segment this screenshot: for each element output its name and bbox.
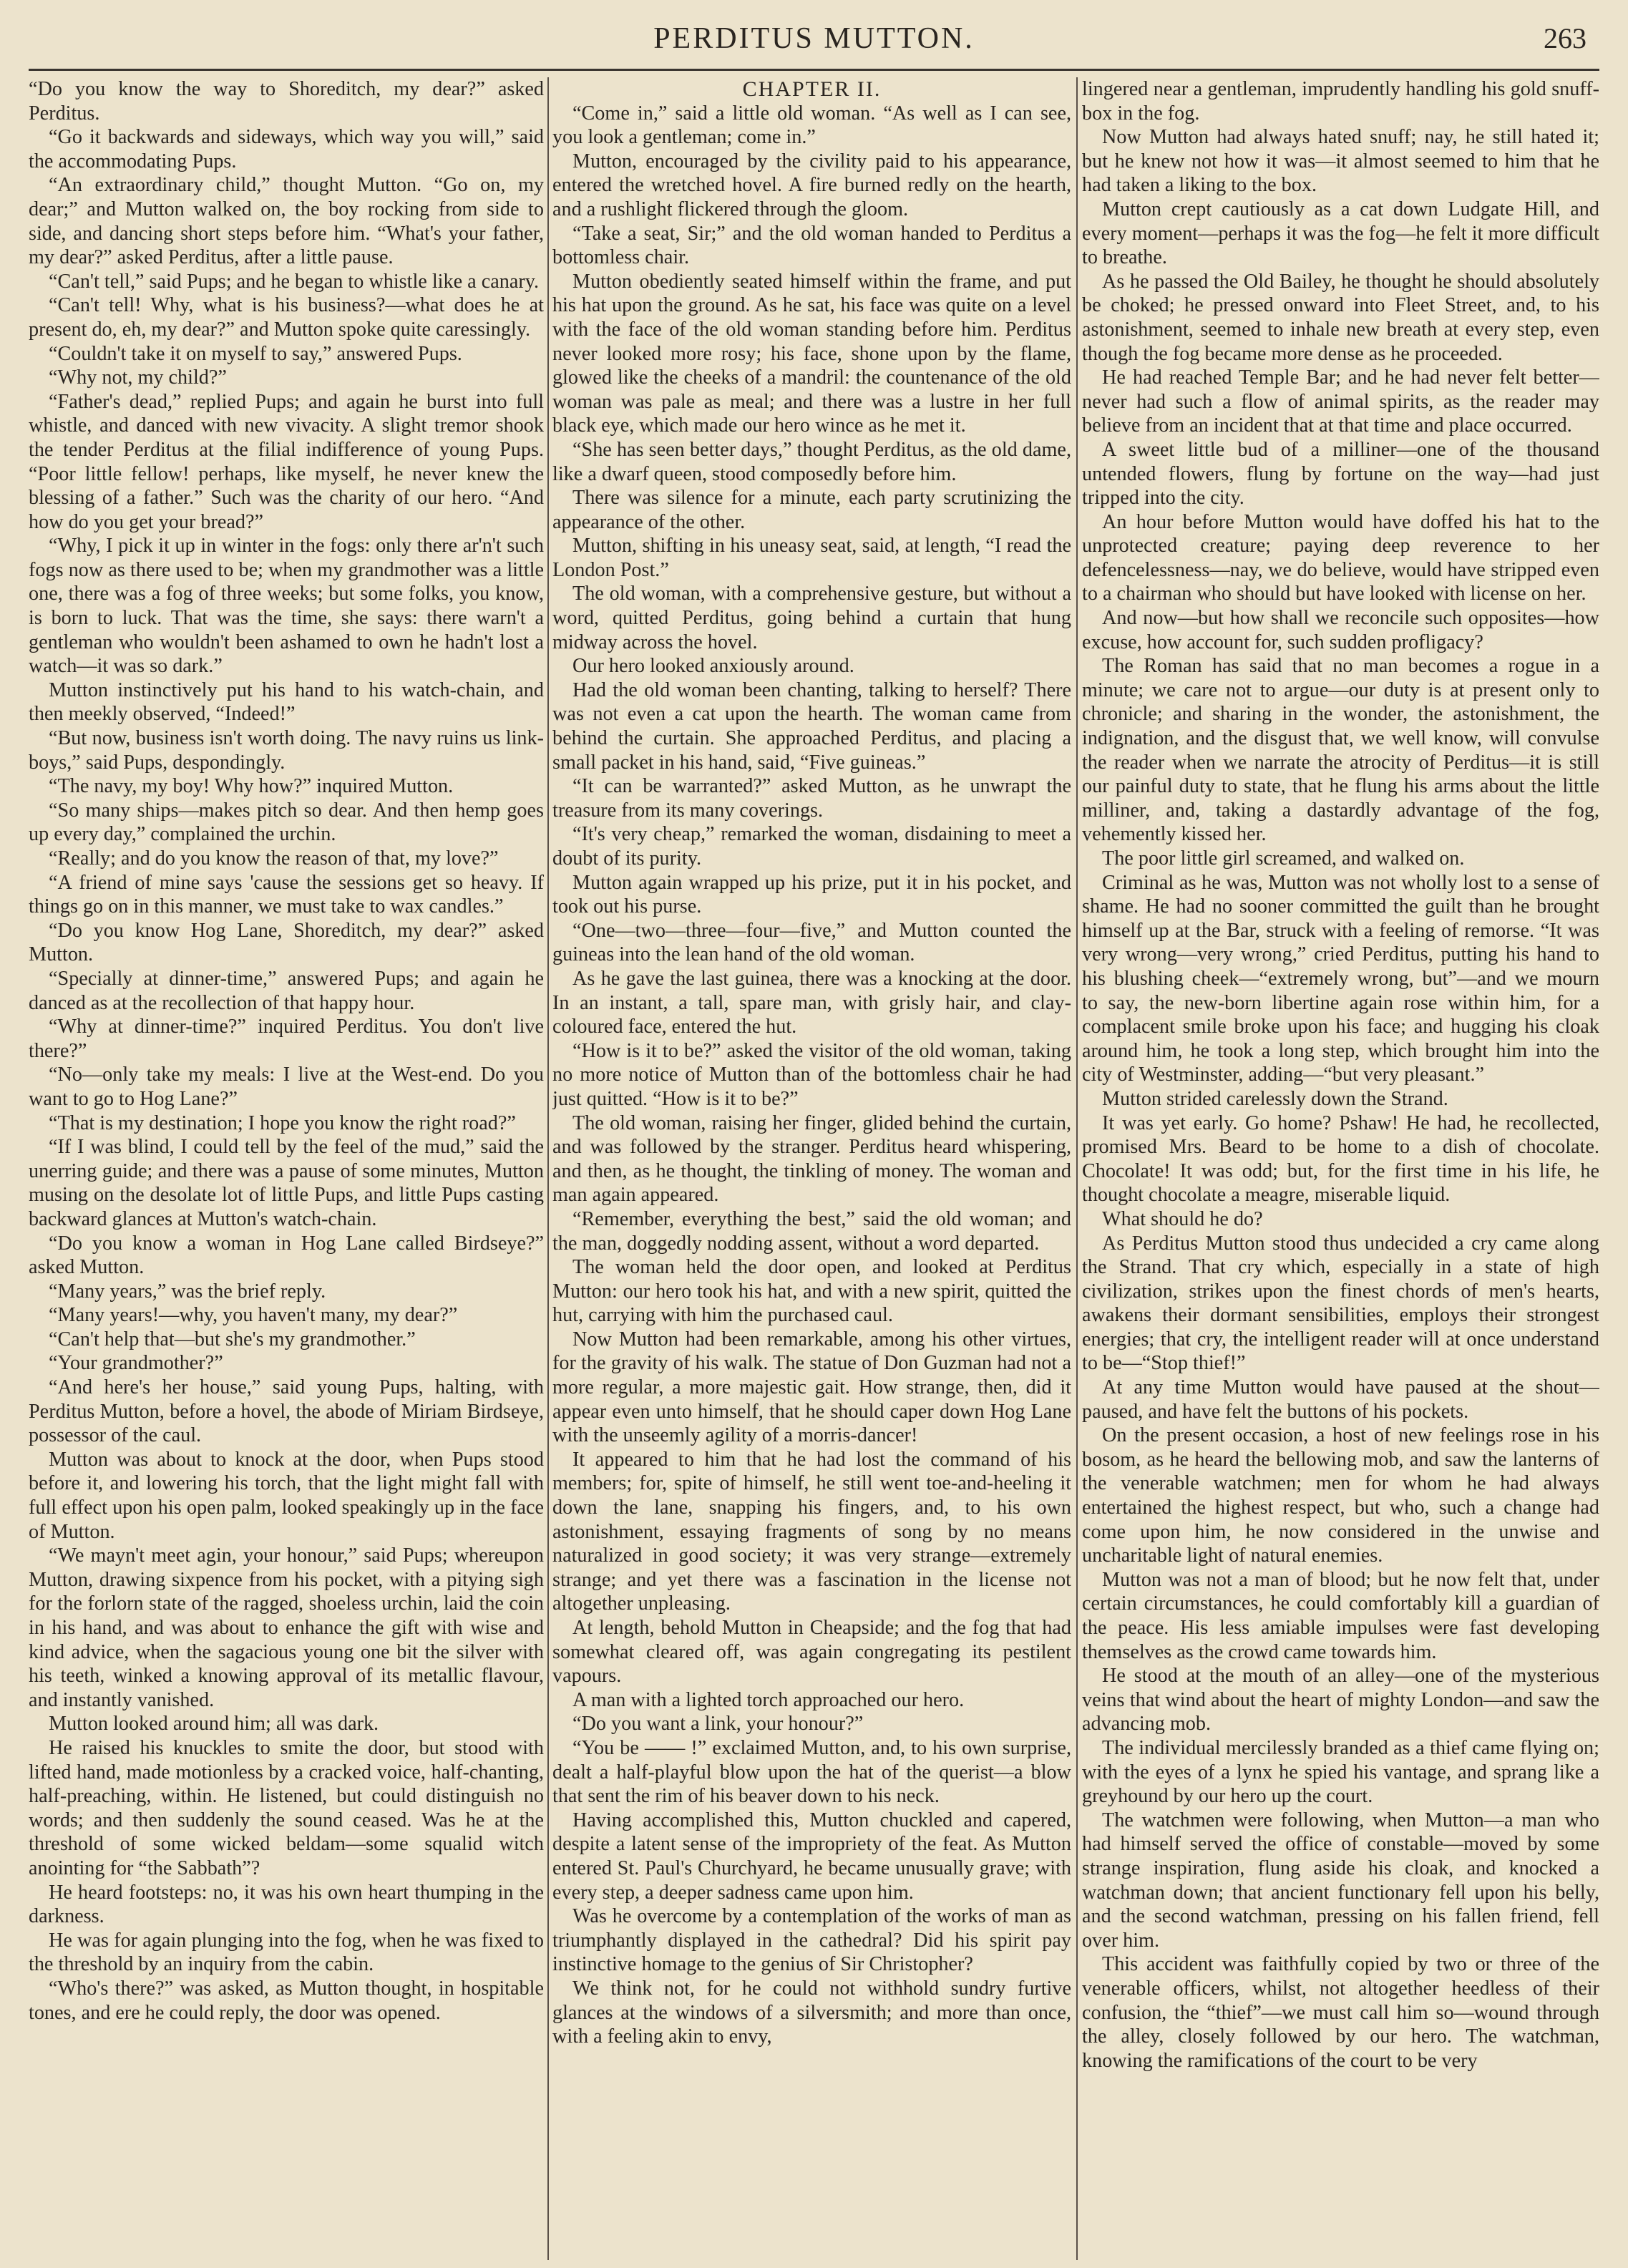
paragraph: Mutton, encouraged by the civility paid to his appearance, entered the wretched hovel. A fire burned redly on the hearth, and a rushlight flickered through the gloom. [552, 150, 1071, 220]
paragraph: Had the old woman been chanting, talking to herself? There was not even a cat upon the hearth. The woman came from behind the curtain. She approached Perditus, and placing a small packet in his hand, said, “Five guineas.” [552, 678, 1071, 774]
paragraph: A man with a lighted torch approached our hero. [572, 1688, 965, 1711]
paragraph: The old woman, with a comprehensive gesture, but without a word, quitted Perditus, going behind a curtain that hung midway across the hovel. [552, 583, 1071, 653]
paragraph: “She has seen better days,” thought Perditus, as the old dame, like a dwarf queen, stood composedly before him. [552, 438, 1071, 485]
paragraph: “No—only take my meals: I live at the West-end. Do you want to go to Hog Lane?” [29, 1064, 544, 1110]
column-rule-right [1076, 77, 1078, 2260]
paragraph: “Father's dead,” replied Pups; and again he burst into full whistle, and danced with new vivacity. A slight tremor shook the tender Perditus at the filial indifference of young Pups. “Poor little fellow! perhaps, like myself, he never knew the blessing of a father.” Such was the charity of our hero. “And how do you get your bread?” [29, 390, 544, 533]
paragraph: Now Mutton had always hated snuff; nay, he still hated it; but he knew not how it was—it almost seemed to him that he had taken a liking to the box. [1082, 126, 1599, 197]
paragraph: And now—but how shall we reconcile such opposites—how excuse, how account for, such sudden profligacy? [1082, 607, 1599, 653]
paragraph: At any time Mutton would have paused at the shout—paused, and have felt the buttons of his pockets. [1082, 1376, 1599, 1423]
running-title: PERDITUS MUTTON. [653, 22, 975, 55]
paragraph: “Come in,” said a little old woman. “As well as I can see, you look a gentleman; come in.” [552, 102, 1071, 149]
paragraph: “Can't help that—but she's my grandmother.” [49, 1328, 416, 1350]
paragraph: “If I was blind, I could tell by the feel of the mud,” said the unerring guide; and there was a pause of some minutes, Mutton musing on the desolate lot of little Pups, and little Pups casting backward glances at Mutton's watch-chain. [29, 1136, 544, 1230]
paragraph: “That is my destination; I hope you know the right road?” [49, 1111, 516, 1134]
paragraph: Mutton crept cautiously as a cat down Ludgate Hill, and every moment—perhaps it was the fog—he felt it more difficult to breathe. [1082, 198, 1599, 269]
paragraph: A sweet little bud of a milliner—one of the thousand untended flowers, flung by fortune on the way—had just tripped into the city. [1082, 438, 1599, 510]
paragraph: “Go it backwards and sideways, which way you will,” said the accommodating Pups. [29, 126, 544, 172]
paragraph: On the present occasion, a host of new feelings rose in his bosom, as he heard the bellowing mob, and saw the lanterns of the venerable watchmen; men for whom he had always entertained the highest respect, but who, such a change had come upon him, he now considered in the unwise and uncharitable light of natural enemies. [1082, 1424, 1599, 1567]
paragraph: The old woman, raising her finger, glided behind the curtain, and was followed by the stranger. Perditus heard whispering, and then, as he thought, the tinkling of money. The woman and man again appeared. [552, 1111, 1071, 1207]
paragraph: Our hero looked anxiously around. [572, 655, 854, 678]
paragraph: Criminal as he was, Mutton was not wholly lost to a sense of shame. He had no sooner committed the guilt than he brought himself up at the Bar, struck with a feeling of remorse. “It was very wrong—very wrong,” cried Perditus, putting his hand to his blushing cheek—“extremely wrong, but”—and we mourn to say, the new-born libertine again rose within him, for a complacent smile broke upon his face; and hugging his cloak around him, he took a long step, which brought him into the city of Westminster, adding—“but very pleasant.” [1082, 871, 1599, 1086]
paragraph: What should he do? [1102, 1207, 1263, 1230]
column-right [1082, 77, 1599, 2260]
paragraph: It was yet early. Go home? Pshaw! He had, he recollected, promised Mrs. Beard to be home to a dish of chocolate. Chocolate! It was odd; but, for the first time in his life, he thought chocolate a meagre, miserable liquid. [1082, 1111, 1599, 1207]
paragraph: Mutton was about to knock at the door, when Pups stood before it, and lowering his torch, that the light might fall with full effect upon his open palm, looked speakingly up in the face of Mutton. [29, 1448, 544, 1543]
paragraph: “But now, business isn't worth doing. The navy ruins us link-boys,” said Pups, despondingly. [29, 727, 544, 774]
paragraph: “Why at dinner-time?” inquired Perditus. You don't live there?” [29, 1016, 544, 1062]
paragraph: The Roman has said that no man becomes a rogue in a minute; we care not to argue—our duty is at present only to chronicle; and sharing in the wonder, the astonishment, the indignation, and the disgust that, we well know, will convulse the reader when we narrate the atrocity of Perditus—it is still our painful duty to state, that he flung his arms about the little milliner, and, taking a dastardly advantage of the fog, vehemently kissed her. [1082, 655, 1599, 846]
paragraph: “Specially at dinner-time,” answered Pups; and again he danced as at the recollection of that happy hour. [29, 967, 544, 1014]
paragraph: “Why not, my child?” [49, 366, 227, 389]
paragraph: He had reached Temple Bar; and he had never felt better—never had such a flow of animal spirits, as the reader may believe from an incident that at that time and place occurred. [1082, 366, 1599, 437]
column-middle [552, 77, 1071, 2260]
paragraph: Mutton again wrapped up his prize, put it in his pocket, and took out his purse. [552, 871, 1071, 918]
paragraph: “And here's her house,” said young Pups, halting, with Perditus Mutton, before a hovel, the abode of Miriam Birdseye, possessor of the caul. [29, 1376, 544, 1447]
column-left [29, 77, 544, 2260]
paragraph: Mutton looked around him; all was dark. [49, 1713, 379, 1736]
paragraph: Mutton strided carelessly down the Strand. [1102, 1087, 1448, 1110]
paragraph: “The navy, my boy! Why how?” inquired Mutton. [49, 775, 454, 798]
running-header [29, 19, 1599, 71]
paragraph: “Can't tell,” said Pups; and he began to whistle like a canary. [49, 270, 540, 293]
paragraph: Was he overcome by a contemplation of the works of man as triumphantly displayed in the cathedral? Did his spirit pay instinctive homage to the genius of Sir Christopher? [552, 1905, 1071, 1976]
paragraph: “Do you want a link, your honour?” [572, 1713, 864, 1736]
paragraph: “Your grandmother?” [49, 1352, 223, 1375]
paragraph: “Really; and do you know the reason of that, my love?” [49, 847, 499, 870]
paragraph: At length, behold Mutton in Cheapside; and the fog that had somewhat cleared off, was again congregating its pestilent vapours. [552, 1617, 1071, 1688]
chapter-heading: CHAPTER II. [742, 77, 882, 101]
paragraph: “An extraordinary child,” thought Mutton. “Go on, my dear;” and Mutton walked on, the boy rocking from side to side, and dancing short steps before him. “What's your father, my dear?” asked Perditus, after a little pause. [29, 174, 544, 269]
paragraph: “Take a seat, Sir;” and the old woman handed to Perditus a bottomless chair. [552, 222, 1071, 269]
paragraph: “You be —— !” exclaimed Mutton, and, to his own surprise, dealt a half-playful blow upon the hat of the querist—a blow that sent the rim of his beaver down to his neck. [552, 1736, 1071, 1808]
paragraph: He was for again plunging into the fog, when he was fixed to the threshold by an inquiry from the cabin. [29, 1929, 544, 1976]
paragraph: He stood at the mouth of an alley—one of the mysterious veins that wind about the heart of mighty London—and saw the advancing mob. [1082, 1665, 1599, 1736]
paragraph: “How is it to be?” asked the visitor of the old woman, taking no more notice of Mutton than of the bottomless chair he had just quitted. “How is it to be?” [552, 1039, 1071, 1110]
paragraph: He raised his knuckles to smite the door, but stood with lifted hand, made motionless by a cracked voice, half-chanting, half-preaching, within. He listened, but could distinguish no words; and then suddenly the sound ceased. Was he at the threshold of some wicked beldam—some squalid witch anointing for “the Sabbath”? [29, 1736, 544, 1879]
paragraph: “So many ships—makes pitch so dear. And then hemp goes up every day,” complained the urchin. [29, 799, 544, 846]
paragraph: Mutton, shifting in his uneasy seat, said, at length, “I read the London Post.” [552, 535, 1071, 581]
paragraph: “Many years!—why, you haven't many, my dear?” [49, 1304, 458, 1327]
page-number: 263 [1544, 22, 1586, 54]
paragraph: “It's very cheap,” remarked the woman, disdaining to meet a doubt of its purity. [552, 823, 1071, 870]
paragraph: The watchmen were following, when Mutton—a man who had himself served the office of constable—moved by some strange inspiration, flung aside his cloak, and knocked a watchman down; that ancient functionary fell upon his belly, and the second watchman, pressing on his fallen friend, fell over him. [1082, 1809, 1599, 1952]
paragraph: Mutton was not a man of blood; but he now felt that, under certain circumstances, he could comfortably kill a guardian of the peace. His less amiable impulses were fast developing themselves as the crowd came towards him. [1082, 1568, 1599, 1663]
paragraph: Mutton obediently seated himself within the frame, and put his hat upon the ground. As he sat, his face was quite on a level with the face of the old woman standing before him. Perditus never looked more rosy; his face, shone upon by the flame, glowed like the cheeks of a mandril: the countenance of the old woman was pale as meal; and there was a lustre in her full black eye, which made our hero wince as he met it. [552, 270, 1071, 437]
paragraph: Now Mutton had been remarkable, among his other virtues, for the gravity of his walk. The statue of Don Guzman had not a more regular, a more majestic gait. How strange, then, did it appear even unto himself, that he should caper down Hog Lane with the unseemly agility of a morris-dancer! [552, 1328, 1071, 1447]
paragraph: It appeared to him that he had lost the command of his members; for, spite of himself, he still went toe-and-heeling it down the lane, snapping his fingers, and, to his own astonishment, essaying fragments of song by no means naturalized in good society; it was very strange—extremely strange; and yet there was a fascination in the license not altogether unpleasing. [552, 1448, 1071, 1615]
paragraph: The individual mercilessly branded as a thief came flying on; with the eyes of a lynx he spied his vantage, and sprang like a greyhound by our hero up the court. [1082, 1736, 1599, 1808]
paragraph: “Who's there?” was asked, as Mutton thought, in hospitable tones, and ere he could reply, the door was opened. [29, 1977, 544, 2024]
paragraph: “Can't tell! Why, what is his business?—what does he at present do, eh, my dear?” and Mutton spoke quite caressingly. [29, 294, 544, 341]
paragraph: “Do you know the way to Shoreditch, my dear?” asked Perditus. [29, 78, 544, 125]
paragraph: “Many years,” was the brief reply. [49, 1280, 326, 1303]
paragraph: Having accomplished this, Mutton chuckled and capered, despite a latent sense of the impropriety of the feat. As Mutton entered St. Paul's Churchyard, he became unusually grave; with every step, a deeper sadness came upon him. [552, 1809, 1071, 1904]
paragraph: “Couldn't take it on myself to say,” answered Pups. [49, 342, 462, 365]
paragraph: “Do you know Hog Lane, Shoreditch, my dear?” asked Mutton. [29, 919, 544, 966]
paragraph: This accident was faithfully copied by two or three of the venerable officers, whilst, not altogether heedless of their confusion, the “thief”—we must call him so—wound through the alley, closely followed by our hero. The watchman, knowing the ramifications of the court to be very [1082, 1953, 1599, 2072]
paragraph: As he gave the last guinea, there was a knocking at the door. In an instant, a tall, spare man, with grisly hair, and clay-coloured face, entered the hut. [552, 967, 1071, 1038]
paragraph: lingered near a gentleman, imprudently handling his gold snuff-box in the fog. [1082, 78, 1599, 125]
column-rule-left [547, 77, 549, 2260]
paragraph: “A friend of mine says 'cause the sessions get so heavy. If things go on in this manner, we must take to wax candles.” [29, 871, 544, 918]
paragraph: As Perditus Mutton stood thus undecided a cry came along the Strand. That cry which, especially in a state of high civilization, strikes upon the finest chords of men's hearts, awakens their dormant sensibilities, employs their strongest energies; that cry, the intelligent reader will at once understand to be—“Stop thief!” [1082, 1232, 1599, 1375]
paragraph: “Remember, everything the best,” said the old woman; and the man, doggedly nodding assent, without a word departed. [552, 1207, 1071, 1255]
paragraph: There was silence for a minute, each party scrutinizing the appearance of the other. [552, 487, 1071, 533]
paragraph: “One—two—three—four—five,” and Mutton counted the guineas into the lean hand of the old woman. [552, 919, 1071, 966]
paragraph: “We mayn't meet agin, your honour,” said Pups; whereupon Mutton, drawing sixpence from his pocket, with a pitying sigh for the forlorn state of the ragged, shoeless urchin, laid the coin in his hand, and was about to enhance the gift with wise and kind advice, when the sagacious young one bit the silver with his teeth, winked a knowing approval of its metallic flavour, and instantly vanished. [29, 1544, 544, 1711]
paragraph: An hour before Mutton would have doffed his hat to the unprotected creature; paying deep reverence to her defencelessness—nay, we do believe, would have stripped even to a chairman who should but have looked with license on her. [1082, 510, 1599, 605]
paragraph: The poor little girl screamed, and walked on. [1102, 847, 1465, 870]
paragraph: He heard footsteps: no, it was his own heart thumping in the darkness. [29, 1881, 544, 1928]
paragraph: “It can be warranted?” asked Mutton, as he unwrapt the treasure from its many coverings. [552, 775, 1071, 822]
paragraph: As he passed the Old Bailey, he thought he should absolutely be choked; he pressed onward into Fleet Street, and, to his astonishment, seemed to inhale new breath at every step, even though the fog became more dense as he proceeded. [1082, 270, 1599, 365]
paragraph: “Why, I pick it up in winter in the fogs: only there ar'n't such fogs now as there used to be; when my grandmother was a little one, there was a fog of three weeks; but some folks, you know, is born to luck. That was the time, she says: there warn't a gentleman who wouldn't been ashamed to own he hadn't lost a watch—it was so dark.” [29, 535, 544, 678]
paragraph: We think not, for he could not withhold sundry furtive glances at the windows of a silversmith; and more than once, with a feeling akin to envy, [552, 1977, 1071, 2048]
paragraph: Mutton instinctively put his hand to his watch-chain, and then meekly observed, “Indeed!” [29, 678, 544, 726]
paragraph: The woman held the door open, and looked at Perditus Mutton: our hero took his hat, and with a new spirit, quitted the hut, carrying with him the purchased caul. [552, 1256, 1071, 1327]
paragraph: “Do you know a woman in Hog Lane called Birdseye?” asked Mutton. [29, 1232, 544, 1279]
